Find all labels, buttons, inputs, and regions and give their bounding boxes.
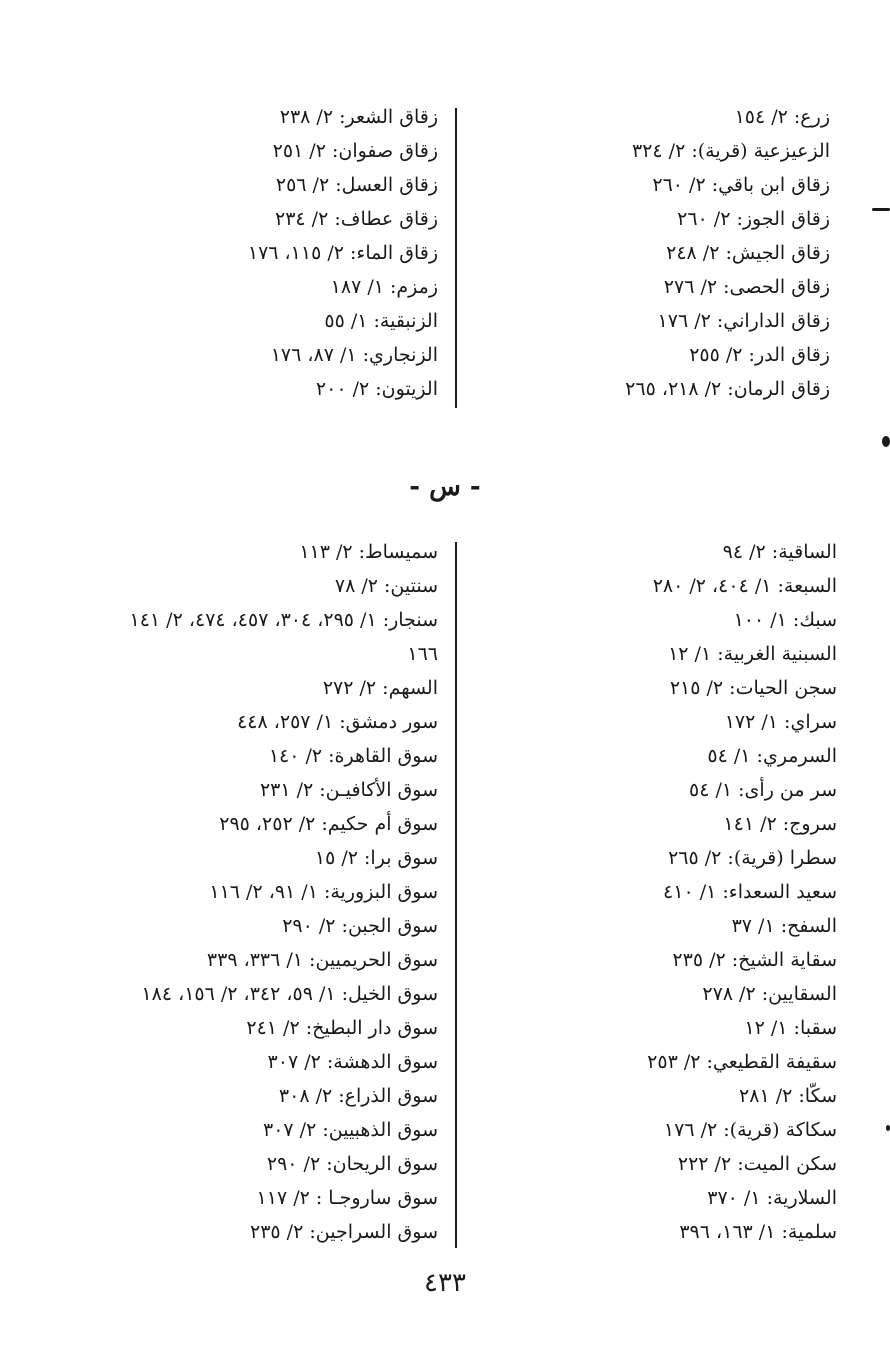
- margin-mark: [872, 208, 890, 211]
- index-entry: سور دمشق: ١/ ٢٥٧، ٤٤٨: [237, 711, 438, 733]
- index-entry: سنتين: ٢/ ٧٨: [334, 575, 438, 597]
- index-entry: زقاق صفوان: ٢/ ٢٥١: [272, 140, 438, 162]
- index-entry: سقبا: ١/ ١٢: [744, 1017, 837, 1039]
- index-entry: سكن الميت: ٢/ ٢٢٢: [677, 1153, 837, 1175]
- index-entry: زقاق عطاف: ٢/ ٢٣٤: [275, 208, 438, 230]
- index-entry: سجن الحيات: ٢/ ٢١٥: [669, 677, 837, 699]
- index-entry: سوق الأكافيـن: ٢/ ٢٣١: [259, 779, 438, 801]
- index-entry: الزيتون: ٢/ ٢٠٠: [315, 378, 438, 400]
- index-entry: زقاق الماء: ٢/ ١١٥، ١٧٦: [247, 242, 438, 264]
- index-entry: السهم: ٢/ ٢٧٢: [322, 677, 438, 699]
- index-entry: الساقية: ٢/ ٩٤: [722, 541, 837, 563]
- column-divider: [455, 542, 457, 1248]
- page-number: ٤٣٣: [424, 1268, 466, 1298]
- index-entry: سكاكة (قرية): ٢/ ١٧٦: [663, 1119, 837, 1141]
- top-right-column: [500, 100, 830, 406]
- index-entry: الزنجاري: ١/ ٨٧، ١٧٦: [270, 344, 438, 366]
- index-entry: سطرا (قرية): ٢/ ٢٦٥: [668, 847, 837, 869]
- top-left-column: [58, 100, 438, 406]
- index-entry: زقاق الرمان: ٢/ ٢١٨، ٢٦٥: [625, 378, 830, 400]
- section-left-column: [68, 535, 438, 1249]
- index-entry: زمزم: ١/ ١٨٧: [330, 276, 438, 298]
- index-entry: زقاق الدر: ٢/ ٢٥٥: [689, 344, 830, 366]
- index-entry: سوق الدهشة: ٢/ ٣٠٧: [267, 1051, 438, 1073]
- index-entry: سوق الحريميين: ١/ ٣٣٦، ٣٣٩: [206, 949, 438, 971]
- index-entry: السبعة: ١/ ٤٠٤، ٢/ ٢٨٠: [652, 575, 837, 597]
- section-right-column: [492, 535, 837, 1249]
- index-entry: الزنبقية: ١/ ٥٥: [324, 310, 438, 332]
- margin-mark: [886, 1125, 890, 1131]
- index-entry: زرع: ٢/ ١٥٤: [734, 106, 830, 128]
- index-entry: سلمية: ١/ ١٦٣، ٣٩٦: [679, 1221, 837, 1243]
- section-heading: - س -: [409, 472, 481, 502]
- index-entry: سبك: ١/ ١٠٠: [733, 609, 837, 631]
- index-entry: الزعيزعية (قرية): ٢/ ٣٢٤: [631, 140, 830, 162]
- index-entry: زقاق ابن باقي: ٢/ ٢٦٠: [652, 174, 830, 196]
- index-entry: سعيد السعداء: ١/ ٤١٠: [663, 881, 837, 903]
- index-entry: سوق برا: ٢/ ١٥: [314, 847, 438, 869]
- index-entry: سوق القاهرة: ٢/ ١٤٠: [268, 745, 438, 767]
- index-entry: ١٦٦: [407, 643, 438, 665]
- index-entry: سوق الخيل: ١/ ٥٩، ٣٤٢، ٢/ ١٥٦، ١٨٤: [141, 983, 438, 1005]
- index-entry: سوق دار البطيخ: ٢/ ٢٤١: [246, 1017, 438, 1039]
- index-entry: زقاق الجوز: ٢/ ٢٦٠: [677, 208, 830, 230]
- index-entry: سر من رأى: ١/ ٥٤: [689, 779, 837, 801]
- index-entry: السلارية: ١/ ٣٧٠: [707, 1187, 837, 1209]
- index-entry: سوق الذراع: ٢/ ٣٠٨: [278, 1085, 438, 1107]
- index-entry: السرمري: ١/ ٥٤: [707, 745, 837, 767]
- index-entry: سوق الجبن: ٢/ ٢٩٠: [282, 915, 438, 937]
- index-entry: السبنية الغربية: ١/ ١٢: [668, 643, 837, 665]
- index-entry: زقاق الداراني: ٢/ ١٧٦: [657, 310, 830, 332]
- index-entry: سوق السراجين: ٢/ ٢٣٥: [250, 1221, 438, 1243]
- column-divider: [455, 108, 457, 408]
- index-entry: السفح: ١/ ٣٧: [731, 915, 837, 937]
- index-entry: زقاق الجيش: ٢/ ٢٤٨: [666, 242, 830, 264]
- index-entry: سروج: ٢/ ١٤١: [723, 813, 837, 835]
- index-entry: سقيفة القطيعي: ٢/ ٢٥٣: [647, 1051, 837, 1073]
- index-entry: سميساط: ٢/ ١١٣: [299, 541, 438, 563]
- index-entry: سكّا: ٢/ ٢٨١: [739, 1085, 837, 1107]
- index-entry: سنجار: ١/ ٢٩٥، ٣٠٤، ٤٥٧، ٤٧٤، ٢/ ١٤١: [129, 609, 438, 631]
- index-entry: سوق ساروجـا : ٢/ ١١٧: [256, 1187, 438, 1209]
- index-entry: سوق الذهبيين: ٢/ ٣٠٧: [263, 1119, 438, 1141]
- index-entry: سراي: ١/ ١٧٢: [724, 711, 837, 733]
- index-entry: السقايين: ٢/ ٢٧٨: [702, 983, 837, 1005]
- margin-mark: [882, 436, 890, 447]
- index-entry: زقاق الحصى: ٢/ ٢٧٦: [663, 276, 830, 298]
- index-entry: سوق أم حكيم: ٢/ ٢٥٢، ٢٩٥: [219, 813, 438, 835]
- index-entry: سقاية الشيخ: ٢/ ٢٣٥: [672, 949, 837, 971]
- index-entry: سوق البزورية: ١/ ٩١، ٢/ ١١٦: [209, 881, 438, 903]
- index-entry: زقاق العسل: ٢/ ٢٥٦: [275, 174, 438, 196]
- index-entry: سوق الريحان: ٢/ ٢٩٠: [266, 1153, 438, 1175]
- index-entry: زقاق الشعر: ٢/ ٢٣٨: [279, 106, 438, 128]
